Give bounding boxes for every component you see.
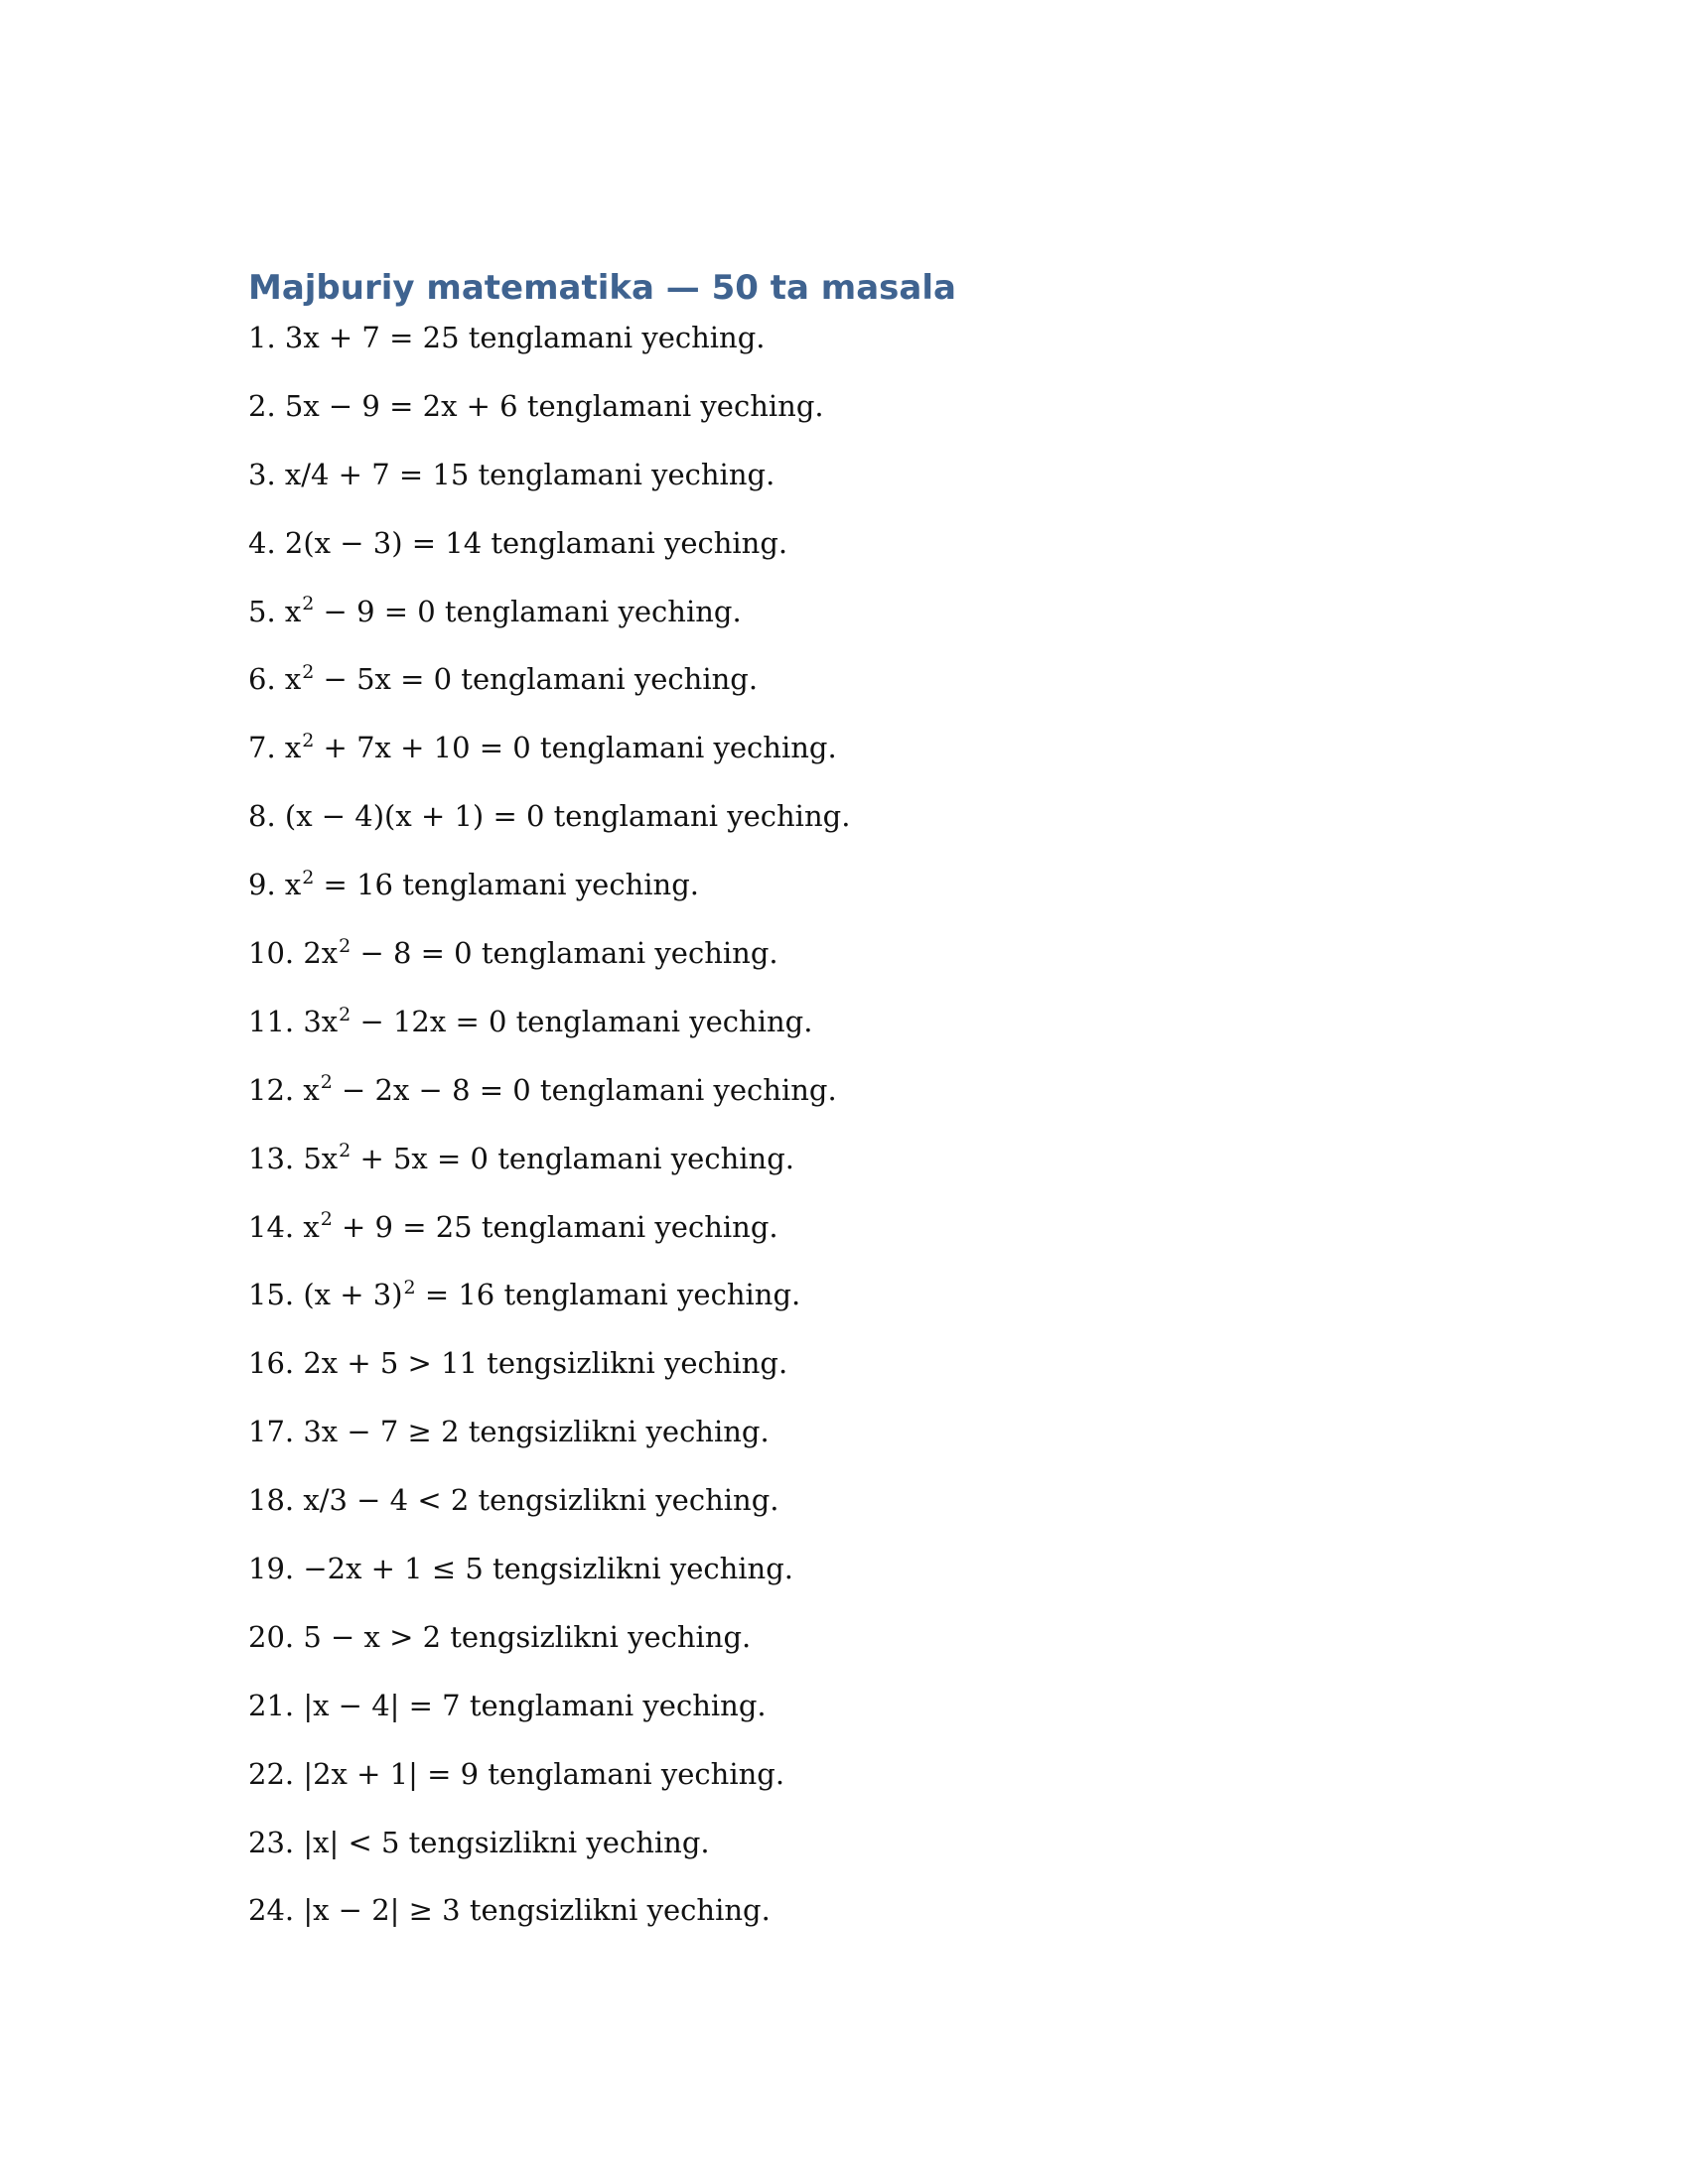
- problem-item: 20. 5 − x > 2 tengsizlikni yeching.: [248, 1619, 752, 1654]
- problem-item: 14. $x^2 + 9 = 25$ tenglamani yeching.: [248, 1208, 778, 1244]
- problem-item: 12. $x^2 - 2x - 8 = 0$ tenglamani yeching.: [248, 1071, 837, 1107]
- problem-item: 4. 2(x − 3) = 14 tenglamani yeching.: [248, 525, 788, 560]
- problem-item: 2. 5x − 9 = 2x + 6 tenglamani yeching.: [248, 388, 824, 423]
- problem-item: 10. $2x^2 - 8 = 0$ tenglamani yeching.: [248, 934, 778, 971]
- problem-item: 23. |x| < 5 tengsizlikni yeching.: [248, 1825, 710, 1859]
- problem-item: 11. $3x^2 - 12x = 0$ tenglamani yeching.: [248, 1003, 813, 1038]
- problem-item: 17. 3x − 7 ≥ 2 tengsizlikni yeching.: [248, 1415, 770, 1449]
- problem-item: 6. $x^2 - 5x = 0$ tenglamani yeching.: [248, 661, 759, 697]
- problem-item: 21. |x − 4| = 7 tenglamani yeching.: [248, 1688, 767, 1722]
- problem-item: 3. x/4 + 7 = 15 tenglamani yeching.: [248, 457, 775, 491]
- problem-item: 9. $x^2 = 16$ tenglamani yeching.: [248, 866, 699, 902]
- document-title: Majburiy matematika — 50 ta masala: [248, 268, 956, 308]
- problem-item: 15. $(x + 3)^2 = 16$ tenglamani yeching.: [248, 1277, 801, 1312]
- problem-item: 13. $5x^2 + 5x = 0$ tenglamani yeching.: [248, 1140, 794, 1175]
- problem-list: [248, 316, 850, 1957]
- problem-item: 19. −2x + 1 ≤ 5 tengsizlikni yeching.: [248, 1552, 794, 1586]
- problem-item: 24. |x − 2| ≥ 3 tengsizlikni yeching.: [248, 1893, 771, 1928]
- problem-item: 8. (x − 4)(x + 1) = 0 tenglamani yeching.: [248, 799, 851, 834]
- problem-item: 16. 2x + 5 > 11 tengsizlikni yeching.: [248, 1346, 788, 1381]
- problem-item: 18. x/3 − 4 < 2 tengsizlikni yeching.: [248, 1483, 779, 1518]
- problem-item: 7. $x^2 + 7x + 10 = 0$ tenglamani yeching.: [248, 729, 837, 765]
- problem-item: 1. 3x + 7 = 25 tenglamani yeching.: [248, 321, 766, 354]
- problem-item: 22. |2x + 1| = 9 tenglamani yeching.: [248, 1756, 785, 1791]
- problem-item: 5. $x^2 - 9 = 0$ tenglamani yeching.: [248, 593, 742, 628]
